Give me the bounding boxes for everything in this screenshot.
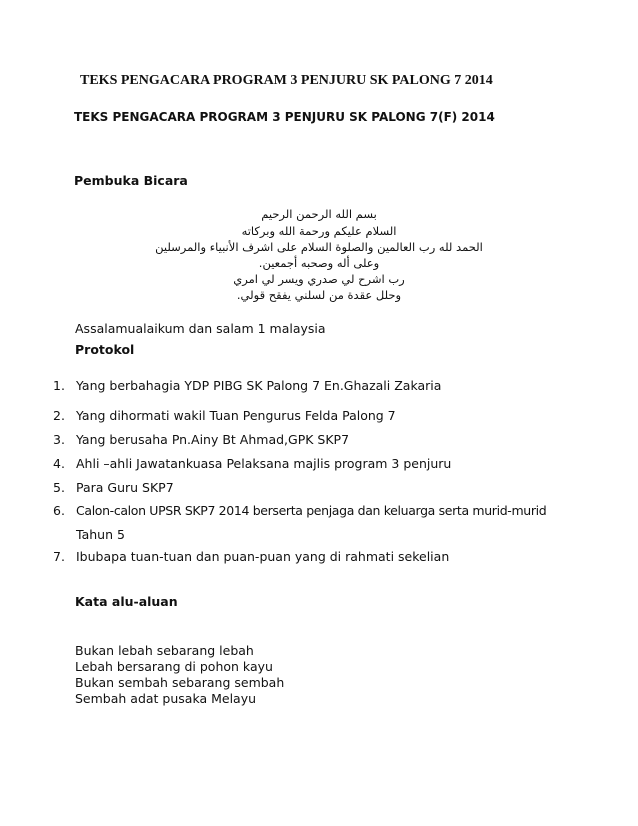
welcome-heading: Kata alu-aluan (75, 594, 178, 609)
list-item: Ibubapa tuan-tuan dan puan-puan yang di rahmati sekelian (76, 549, 450, 564)
arabic-line: الحمد لله رب العالمين والصلوة السلام على اشرف الأنبياء والمرسلين (155, 240, 483, 254)
list-item: Yang berusaha Pn.Ainy Bt Ahmad,GPK SKP7 (76, 432, 350, 447)
arabic-line: وعلى أله وصحبه أجمعين. (258, 256, 380, 270)
arabic-line: بسم الله الرحمن الرحيم (261, 207, 377, 221)
opening-heading: Pembuka Bicara (74, 173, 188, 188)
list-item-number: 5. (53, 480, 65, 495)
list-item: Para Guru SKP7 (76, 480, 174, 495)
arabic-line: وحلل عقدة من لسلني يفقح قولي. (236, 288, 402, 302)
list-item: Yang berbahagia YDP PIBG SK Palong 7 En.Ghazali Zakaria (76, 378, 442, 393)
protocol-heading: Protokol (75, 342, 135, 357)
pantun-line: Bukan lebah sebarang lebah (75, 643, 254, 658)
list-item-number: 7. (53, 549, 65, 564)
document-title: TEKS PENGACARA PROGRAM 3 PENJURU SK PALONG 7 2014 (80, 73, 493, 88)
list-item-number: 2. (53, 408, 65, 423)
arabic-line: السلام عليكم ورحمة الله وبركاته (241, 224, 397, 238)
arabic-line: رب اشرح لي صدري ويسر لي امري (233, 272, 405, 286)
list-item-number: 1. (53, 378, 65, 393)
pantun-line: Lebah bersarang di pohon kayu (75, 659, 273, 674)
list-item: Ahli –ahli Jawatankuasa Pelaksana majlis program 3 penjuru (76, 456, 452, 471)
list-item-number: 4. (53, 456, 65, 471)
greeting-text: Assalamualaikum dan salam 1 malaysia (75, 321, 326, 336)
list-item-number: 3. (53, 432, 65, 447)
list-item-number: 6. (53, 503, 65, 518)
list-item: Calon-calon UPSR SKP7 2014 berserta penjaga dan keluarga serta murid-murid (76, 503, 547, 518)
list-item: Yang dihormati wakil Tuan Pengurus Felda Palong 7 (76, 408, 396, 423)
document-subtitle: TEKS PENGACARA PROGRAM 3 PENJURU SK PALONG 7(F) 2014 (74, 110, 495, 124)
pantun-line: Bukan sembah sebarang sembah (75, 675, 285, 690)
list-item: Tahun 5 (76, 527, 125, 542)
pantun-line: Sembah adat pusaka Melayu (75, 691, 257, 706)
